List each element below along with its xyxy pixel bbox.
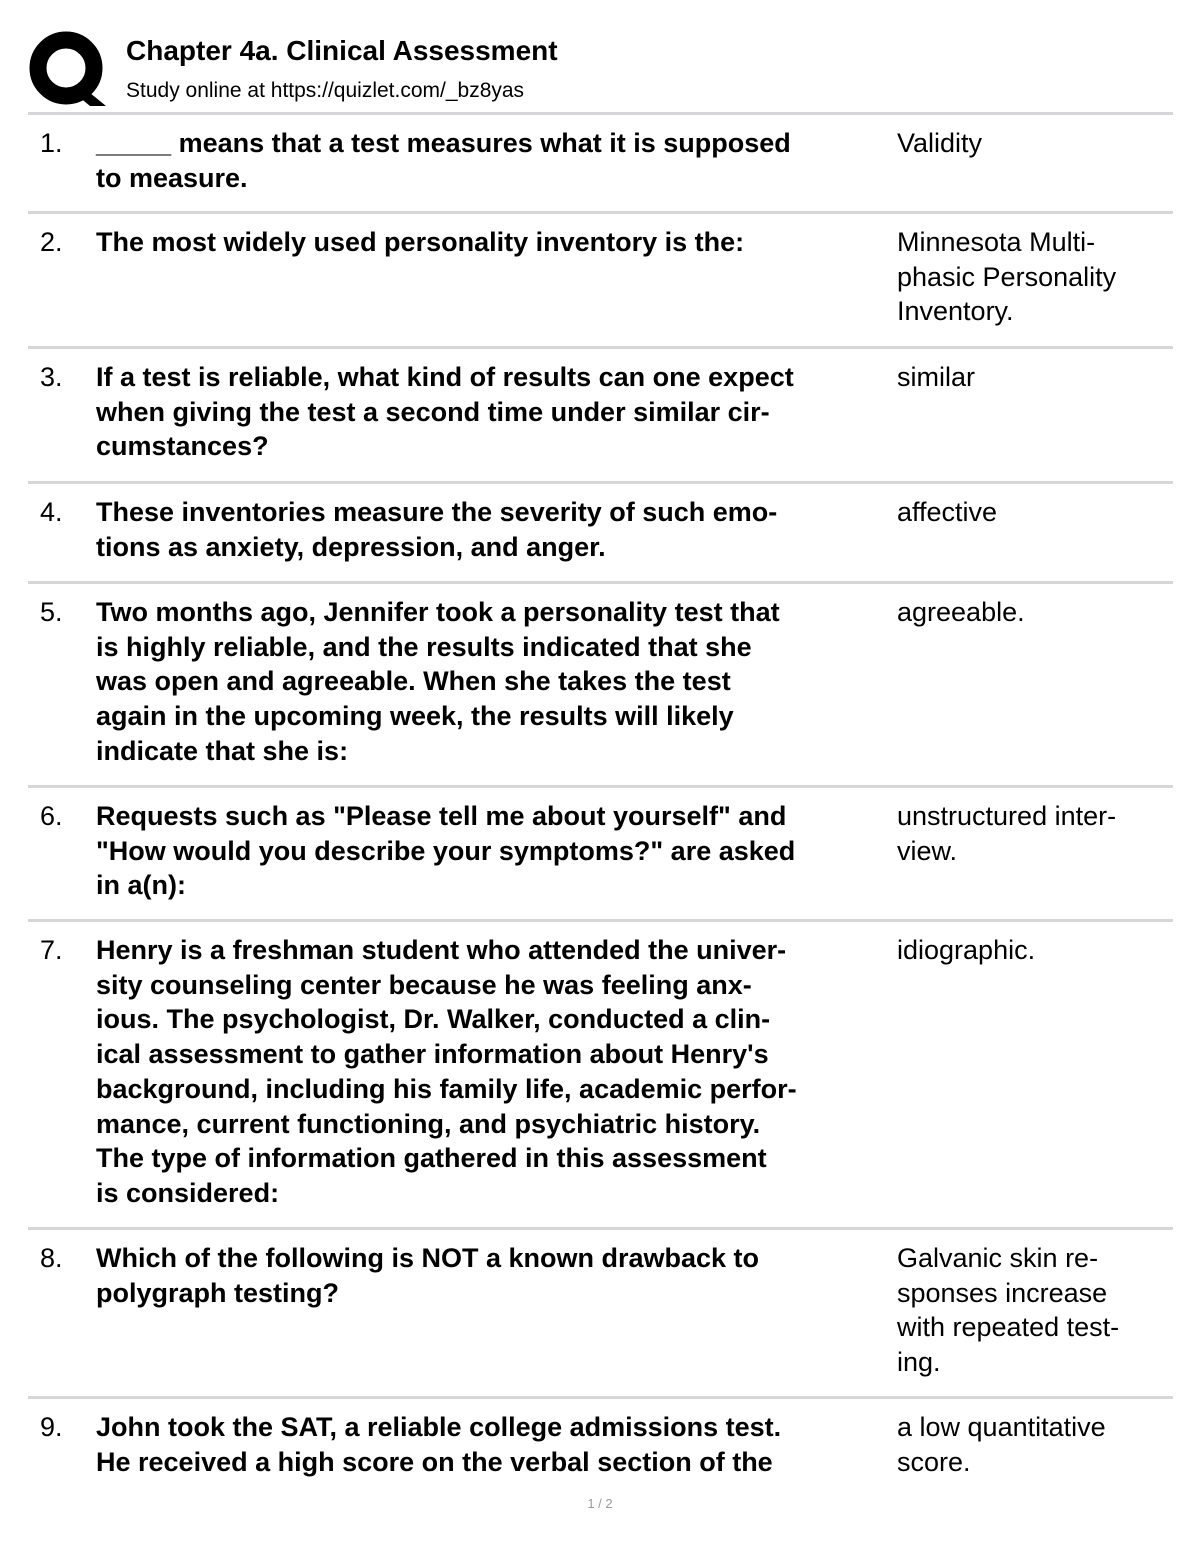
divider [28,1227,1173,1230]
card-number: 9. [40,1412,63,1442]
card-number: 7. [40,935,63,965]
divider [28,346,1173,349]
card-number: 4. [40,497,63,527]
card-number: 6. [40,801,63,831]
card-term: Which of the following is NOT a known drawback to polygraph testing? [96,1243,760,1308]
divider [28,211,1173,214]
card-definition: similar [897,362,975,392]
card-definition: Galvanic skin re- sponses increase with repeated test- ing. [897,1243,1120,1378]
card-term: Henry is a freshman student who attended the univer- sity counseling center because he was feeling anx- ious. The psychologist, Dr. Walker, conducted a clin- ical assessment to gather information about Henry's background, including his family life, academic perfor- mance, current functioning, and psychiatric history. The type of information gathered in this assessment is considered: [96,935,797,1208]
page-indicator: 1 / 2 [587,1496,613,1511]
divider [28,919,1173,922]
divider [28,481,1173,484]
card-term: Two months ago, Jennifer took a personality test that is highly reliable, and the results indicated that she was open and agreeable. When she takes the test again in the upcoming week, the results will likely indicate that she is: [96,597,780,766]
page-title: Chapter 4a. Clinical Assessment [126,35,558,66]
quizlet-logo-icon [28,30,108,110]
divider [28,1396,1173,1399]
card-definition: agreeable. [897,597,1025,627]
card-definition: Validity [897,128,983,158]
divider [28,785,1173,788]
card-definition: a low quantitative score. [897,1412,1106,1477]
card-term: Requests such as "Please tell me about yourself" and "How would you describe your symptoms?" are asked in a(n): [96,801,796,901]
document-header [28,28,1178,112]
card-term: _____ means that a test measures what it is supposed to measure. [96,128,791,193]
card-term: John took the SAT, a reliable college admissions test. He received a high score on the verbal section of the [96,1412,782,1477]
card-definition: idiographic. [897,935,1036,965]
divider [28,581,1173,584]
divider [28,112,1173,115]
card-number: 5. [40,597,63,627]
card-term: If a test is reliable, what kind of results can one expect when giving the test a second time under similar cir- cumstances? [96,362,794,462]
card-definition: unstructured inter- view. [897,801,1117,866]
card-number: 8. [40,1243,63,1273]
card-definition: Minnesota Multi- phasic Personality Inventory. [897,227,1117,327]
card-number: 3. [40,362,63,392]
study-link[interactable]: Study online at https://quizlet.com/_bz8yas [126,79,525,102]
card-definition: affective [897,497,998,527]
card-term: The most widely used personality inventory is the: [96,227,745,257]
card-number: 1. [40,128,63,158]
card-term: These inventories measure the severity of such emo- tions as anxiety, depression, and anger. [96,497,778,562]
card-number: 2. [40,227,63,257]
